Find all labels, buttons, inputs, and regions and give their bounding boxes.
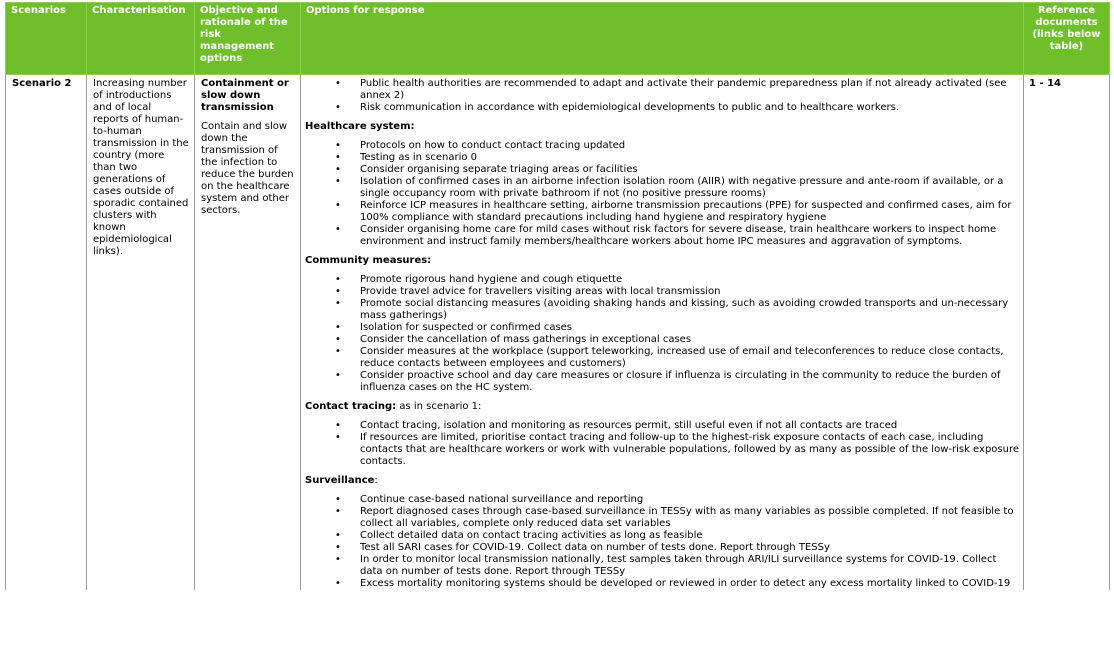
characterisation-text: Increasing number of introductions and of local reports of human-to-human transmission in the country (more than two generations of cases outside of sporadic contained clusters with known epidemiological links). xyxy=(87,75,195,591)
objective-title: Containment or slow down transmission xyxy=(201,78,289,113)
list-item: • In order to monitor local transmission nationally, test samples taken through ARI/ILI surveillance systems for COVID-19. Collect data on number of tests done. Report through TESSy xyxy=(305,554,1019,578)
community-list xyxy=(305,274,1019,394)
header-row xyxy=(6,3,1110,75)
list-item: • Consider the cancellation of mass gatherings in exceptional cases xyxy=(305,334,1019,346)
header-objective: Objective and rationale of the risk management options xyxy=(195,3,301,75)
surveillance-section xyxy=(305,475,1019,590)
contact-tracing-title: Contact tracing: xyxy=(305,401,397,412)
list-item: • Provide travel advice for travellers visiting areas with local transmission xyxy=(305,286,1019,298)
list-item: • Isolation for suspected or confirmed cases xyxy=(305,322,1019,334)
scenario-row xyxy=(6,75,1110,591)
objective-cell xyxy=(195,75,301,591)
list-item: • Continue case-based national surveillance and reporting xyxy=(305,494,1019,506)
list-item: • Public health authorities are recommended to adapt and activate their pandemic preparedness plan if not already activated (see annex 2) xyxy=(305,78,1019,102)
list-item: • Testing as in scenario 0 xyxy=(305,152,1019,164)
header-options: Options for response xyxy=(301,3,1024,75)
list-item: • Consider organising separate triaging areas or facilities xyxy=(305,164,1019,176)
community-section xyxy=(305,255,1019,394)
surveillance-heading xyxy=(305,475,1019,487)
list-item: • Consider measures at the workplace (support teleworking, increased use of email and teleconferences to reduce close contacts, reduce contacts between employees and customers) xyxy=(305,346,1019,370)
list-item: • Consider proactive school and day care measures or closure if influenza is circulating in the community to reduce the burden of influenza cases on the HC system. xyxy=(305,370,1019,394)
list-item: • Contact tracing, isolation and monitoring as resources permit, still useful even if not all contacts are traced xyxy=(305,420,1019,432)
contact-tracing-section xyxy=(305,401,1019,468)
contact-tracing-list xyxy=(305,420,1019,468)
healthcare-heading: Healthcare system: xyxy=(305,121,415,132)
objective-description: Contain and slow down the transmission of the infection to reduce the burden on the healthcare system and other sectors. xyxy=(201,121,294,216)
contact-tracing-title-tail: as in scenario 1: xyxy=(396,401,482,412)
header-scenarios: Scenarios xyxy=(6,3,87,75)
intro-list xyxy=(305,78,1019,114)
surveillance-list xyxy=(305,494,1019,590)
header-references: Reference documents (links below table) xyxy=(1024,3,1110,75)
list-item: • Test all SARI cases for COVID-19. Collect data on number of tests done. Report through TESSy xyxy=(305,542,1019,554)
community-heading: Community measures: xyxy=(305,255,432,266)
healthcare-section xyxy=(305,121,1019,248)
options-cell xyxy=(301,75,1024,591)
surveillance-title-tail: : xyxy=(374,475,378,486)
header-characterisation: Characterisation xyxy=(87,3,195,75)
scenario-label: Scenario 2 xyxy=(6,75,87,591)
list-item: • Consider organising home care for mild cases without risk factors for severe disease, train healthcare workers to inspect home environment and instruct family members/healthcare workers about home IPC measures and aggravation of symptoms. xyxy=(305,224,1019,248)
list-item: • Protocols on how to conduct contact tracing updated xyxy=(305,140,1019,152)
list-item: • Risk communication in accordance with epidemiological developments to public and to healthcare workers. xyxy=(305,102,1019,114)
list-item: • Report diagnosed cases through case-based surveillance in TESSy with as many variables as possible completed. If not feasible to collect all variables, complete only reduced data set variables xyxy=(305,506,1019,530)
list-item: • Promote rigorous hand hygiene and cough etiquette xyxy=(305,274,1019,286)
list-item: • Excess mortality monitoring systems should be developed or reviewed in order to detect any excess mortality linked to COVID-19 xyxy=(305,578,1019,590)
list-item: • Promote social distancing measures (avoiding shaking hands and kissing, such as avoiding crowded transports and un-necessary mass gatherings) xyxy=(305,298,1019,322)
healthcare-list xyxy=(305,140,1019,248)
response-options-table xyxy=(5,2,1110,590)
list-item: • Reinforce ICP measures in healthcare setting, airborne transmission precautions (PPE) for suspected and confirmed cases, aim for 100% compliance with standard precautions including hand hygiene and respiratory hygiene xyxy=(305,200,1019,224)
surveillance-title: Surveillance xyxy=(305,475,375,486)
list-item: • Collect detailed data on contact tracing activities as long as feasible xyxy=(305,530,1019,542)
reference-numbers: 1 - 14 xyxy=(1024,75,1110,591)
list-item: • If resources are limited, prioritise contact tracing and follow-up to the highest-risk exposure contacts of each case, including contacts that are healthcare workers or work with vulnerable populations, followed by as many as possible of the low-risk exposure contacts. xyxy=(305,432,1019,468)
list-item: • Isolation of confirmed cases in an airborne infection isolation room (AIIR) with negative pressure and ante-room if available, or a single occupancy room with private bathroom if not (no positive pressure rooms) xyxy=(305,176,1019,200)
contact-tracing-heading xyxy=(305,401,1019,413)
